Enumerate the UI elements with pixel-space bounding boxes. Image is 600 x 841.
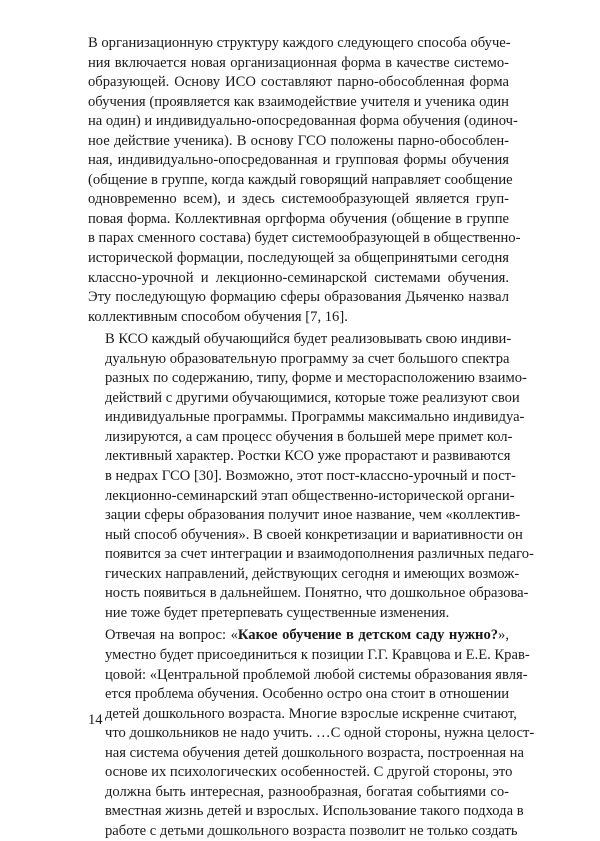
text-line: ется проблема обучения. Особенно остро она стоит в отношении — [105, 686, 510, 703]
text-line: цовой: «Центральной проблемой любой системы образования явля- — [105, 666, 528, 683]
text-line: ный способ обучения». В своей конкретизации и вариативности он — [105, 526, 523, 543]
text-line: уместно будет присоединиться к позиции Г.Г. Кравцова и Е.Е. Крав- — [105, 646, 530, 663]
text-line: одновременно всем), и здесь системообразующей является груп- — [88, 191, 509, 208]
text-line: лизируются, а сам процесс обучения в большей мере примет кол- — [105, 428, 513, 445]
text-line: на один) и индивидуально-опосредованная форма обучения (одиноч- — [88, 113, 518, 130]
text-line: в парах сменного состава) будет системообразующей в общественно- — [88, 230, 521, 247]
paragraph-3 — [88, 626, 535, 841]
text-line: В организационную структуру каждого следующего способа обуче- — [88, 35, 511, 51]
text-line: Эту последующую формацию сферы образования Дьяченко назвал — [88, 289, 509, 306]
question-prefix: Отвечая на вопрос: « — [105, 627, 238, 644]
text-line: гических направлений, действующих сегодня и имеющих возмож- — [105, 565, 520, 582]
question-suffix: », — [498, 627, 509, 644]
text-line: ность появиться в дальнейшем. Понятно, что дошкольное образова- — [105, 585, 529, 602]
text-line: лекционно-семинарский этап общественно-исторической органи- — [105, 487, 515, 504]
text-line: зации сферы образования получит иное название, чем «коллектив- — [105, 507, 521, 524]
paragraph-2 — [88, 330, 534, 623]
text-line: ная система обучения детей дошкольного возраста, построенная на — [105, 744, 524, 761]
text-line: ная, индивидуально-опосредованная и групповая формы обучения — [88, 152, 509, 169]
text-line: образующей. Основу ИСО составляют парно-обособленная форма — [88, 74, 509, 91]
text-line: основе их психологических особенностей. С другой стороны, это — [105, 764, 513, 781]
text-line: исторической формации, последующей за общепринятыми сегодня — [88, 250, 509, 267]
text-line: (общение в группе, когда каждый говорящий направляет сообщение — [88, 171, 513, 188]
text-line: лективный характер. Ростки КСО уже прорастают и развиваются — [105, 448, 511, 465]
text-line: должна быть интересная, разнообразная, богатая событиями со- — [105, 783, 509, 800]
page-number: 14 — [88, 712, 103, 728]
text-line: в недрах ГСО [30]. Возможно, этот пост-классно-урочный и пост- — [105, 468, 516, 485]
question-bold: Какое обучение в детском саду нужно? — [237, 627, 499, 644]
text-line: повая форма. Коллективная оргформа обучения (общение в группе — [88, 210, 509, 227]
text-line: обучения (проявляется как взаимодействие учителя и ученика один — [88, 93, 509, 110]
text-line: индивидуальные программы. Программы максимально индивидуа- — [105, 409, 525, 426]
text-line: работе с детьми дошкольного возраста позволит не только создать — [105, 822, 518, 839]
text-line: В КСО каждый обучающийся будет реализовывать свою индиви- — [105, 331, 512, 348]
text-line: коллективным способом обучения [7, 16]. — [88, 308, 348, 325]
text-line: вместная жизнь детей и взрослых. Использование такого подхода в — [105, 803, 524, 820]
text-line: ное действие ученика). В основу ГСО положены парно-обособлен- — [88, 132, 509, 149]
text-line: ния включается новая организационная форма в качестве системо- — [88, 54, 509, 71]
text-line: разных по содержанию, типу, форме и месторасположению взаимо- — [105, 370, 527, 387]
text-line: ние тоже будет претерпевать существенные изменения. — [105, 604, 450, 621]
text-line: что дошкольников не надо учить. …С одной стороны, нужна целост- — [105, 725, 535, 742]
text-line: дуальную образовательную программу за счет большого спектра — [105, 350, 510, 367]
question-line — [88, 626, 509, 646]
text-line: появится за счет интеграции и взаимодополнения различных педаго- — [105, 546, 534, 563]
body-text — [88, 34, 535, 841]
text-line: детей дошкольного возраста. Многие взрослые искренне считают, — [105, 705, 517, 722]
text-line: классно-урочной и лекционно-семинарской системами обучения. — [88, 269, 509, 286]
paragraph-1 — [88, 34, 521, 327]
text-line: действий с другими обучающимися, которые тоже реализуют свои — [105, 389, 520, 406]
